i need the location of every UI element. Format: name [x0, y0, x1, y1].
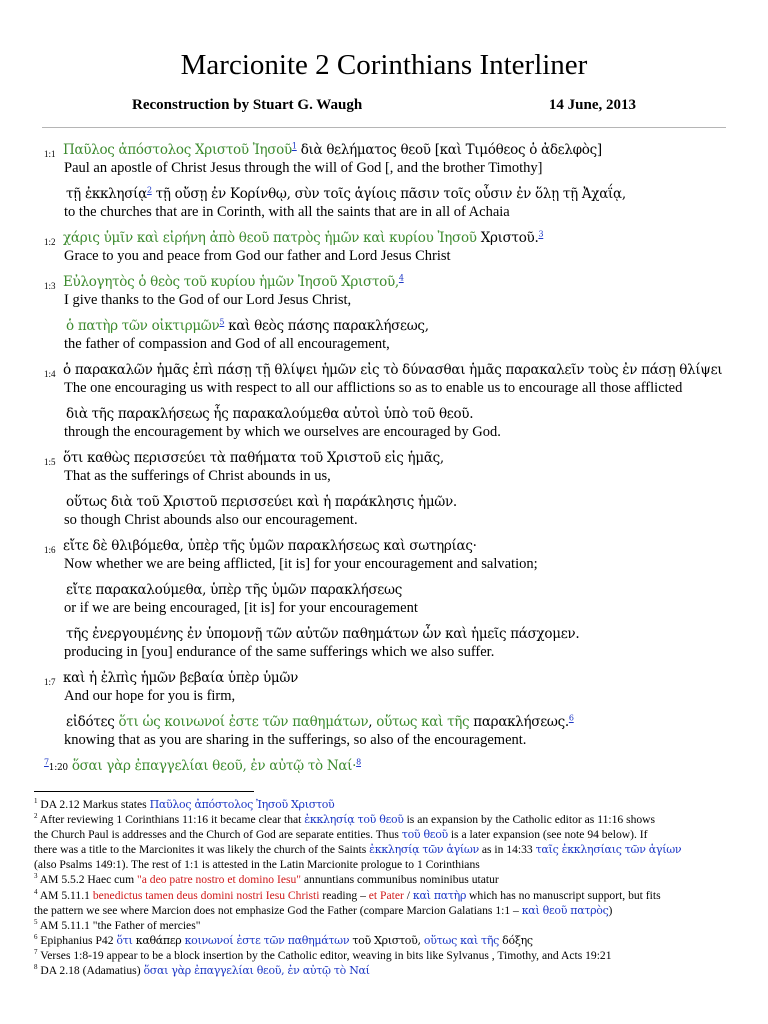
footnote-text: Verses 1:8-19 appear to be a block insertion by the Catholic editor, weaving in bits like Sylvanus , Timothy, and Acts 19:21 — [40, 948, 612, 962]
interlinear-pair — [0, 669, 768, 706]
greek-segment: ὅτι ὡς κοινωνοί ἐστε τῶν παθημάτων — [118, 714, 369, 730]
verse-block — [0, 669, 768, 750]
footnote-divider — [34, 791, 254, 792]
verse-block — [0, 141, 768, 222]
english-line: And our hope for you is firm, — [64, 688, 236, 704]
footnote-text: (also Psalms 149:1). The rest of 1:1 is attested in the Latin Marcionite prologue to 1 Corinthians — [34, 858, 480, 872]
interlinear-pair — [0, 581, 768, 618]
greek-text: οὕτως διὰ τοῦ Χριστοῦ περισσεύει καὶ ἡ παράκλησις ἡμῶν. — [66, 494, 457, 510]
greek-text-attested: χάρις ὑμῖν καὶ εἰρήνη ἀπὸ θεοῦ πατρὸς ἡμῶν καὶ κυρίου Ἰησοῦ — [63, 230, 477, 246]
greek-line — [63, 669, 768, 687]
greek-line — [63, 273, 768, 291]
footnote-text: οὕτως καὶ τῆς — [423, 933, 499, 947]
greek-text: καὶ θεὸς πάσης παρακλήσεως, — [224, 318, 429, 334]
footnote-text: κοινωνοί ἐστε τῶν παθημάτων — [184, 933, 350, 947]
greek-line — [66, 185, 768, 203]
footnote-number: 3 — [34, 872, 38, 881]
footnote-reference-link[interactable]: 6 — [568, 713, 574, 723]
footnote-text: / — [403, 888, 413, 902]
english-line: producing in [you] endurance of the same sufferings which we also suffer. — [64, 644, 495, 660]
greek-text: τῇ ἐκκλησίᾳ — [66, 186, 147, 202]
footnote-line — [34, 797, 734, 812]
greek-line — [66, 625, 768, 643]
footnote-text: there was a title to the Marcionites it was likely the church of the Saints — [34, 843, 370, 857]
verse-reference: 1:4 — [44, 369, 56, 379]
footnote-line — [34, 872, 734, 887]
footnote-text: After reviewing 1 Corinthians 11:16 it became clear that — [39, 813, 305, 827]
english-line: through the encouragement by which we ourselves are encouraged by God. — [64, 424, 501, 440]
greek-line — [63, 361, 768, 379]
interlinear-pair — [0, 713, 768, 750]
verse-reference: 1:1 — [44, 149, 56, 159]
footnote-number: 6 — [34, 932, 38, 941]
interlinear-pair — [0, 317, 768, 354]
greek-text: καὶ ἡ ἐλπὶς ἡμῶν βεβαία ὑπὲρ ὑμῶν — [63, 670, 298, 686]
footnote-text: δόξης — [498, 933, 533, 947]
interlinear-pair — [0, 185, 768, 222]
interlinear-pair — [0, 361, 768, 398]
footnote-line — [34, 918, 734, 933]
footnote-text: τοῦ θεοῦ — [401, 828, 448, 842]
english-line: the father of compassion and God of all encouragement, — [64, 336, 390, 352]
greek-line — [66, 317, 768, 335]
footnote-reference-link[interactable]: 2 — [146, 185, 152, 195]
footnote-text: et Pater — [368, 888, 404, 902]
interlinear-pair — [0, 405, 768, 442]
verse-block — [0, 273, 768, 354]
verse-block — [0, 449, 768, 530]
verse-reference: 1:6 — [44, 545, 56, 555]
english-line: Paul an apostle of Christ Jesus through the will of God [, and the brother Timothy] — [64, 160, 543, 176]
document-date: 14 June, 2013 — [548, 97, 636, 113]
footnote-line — [34, 827, 734, 842]
footnote-reference-link[interactable]: 1 — [291, 141, 297, 151]
verse-reference: 1:3 — [44, 281, 56, 291]
footnote-text: annuntians communibus nominibus utatur — [301, 873, 499, 887]
footnote-text: reading – — [319, 888, 369, 902]
verse-block — [0, 757, 768, 777]
footnote-number: 5 — [34, 917, 38, 926]
verse-reference: 1:20 — [48, 763, 68, 773]
footnote-text: is an expansion by the Catholic editor as 11:16 shows — [403, 813, 656, 827]
interlinear-pair — [0, 493, 768, 530]
footnote-reference-link[interactable]: 3 — [538, 229, 544, 239]
greek-segment: , — [368, 714, 377, 730]
footnote-text: AM 5.5.2 Haec cum — [39, 873, 137, 887]
greek-line — [44, 757, 768, 777]
footnote-text: DA 2.12 Markus states — [40, 798, 150, 811]
footnote-text: ὅσαι γὰρ ἐπαγγελίαι θεοῦ, ἐν αὐτῷ τὸ Ναί — [143, 964, 370, 978]
footnote-text: is a later expansion (see note 94 below). If — [447, 828, 648, 842]
greek-text: ὁ παρακαλῶν ἡμᾶς ἐπὶ πάσῃ τῇ θλίψει ἡμῶν εἰς τὸ δύνασθαι ἡμᾶς παρακαλεῖν τοὺς ἐν πάσῃ θλίψει — [63, 362, 723, 378]
greek-line — [66, 713, 768, 731]
greek-line — [63, 229, 768, 247]
greek-line — [63, 449, 768, 467]
footnote-line — [34, 812, 734, 827]
greek-text: τῆς ἐνεργουμένης ἐν ὑπομονῇ τῶν αὐτῶν παθημάτων ὧν καὶ ἡμεῖς πάσχομεν. — [66, 626, 580, 642]
footnote-text: καὶ θεοῦ πατρὸς — [521, 903, 609, 917]
english-line: Grace to you and peace from God our father and Lord Jesus Christ — [64, 248, 451, 264]
greek-text: ὅτι καθὼς περισσεύει τὰ παθήματα τοῦ Χριστοῦ εἰς ἡμᾶς, — [63, 450, 444, 466]
footnote-text: DA 2.18 (Adamatius) — [40, 964, 144, 978]
verse-block — [0, 537, 768, 662]
footnote-number: 1 — [34, 797, 38, 806]
english-line: That as the sufferings of Christ abounds in us, — [64, 468, 331, 484]
footnote-text: ὅτι — [116, 933, 133, 947]
footnote-text: τοῦ Χριστοῦ, — [349, 933, 424, 947]
interlinear-pair — [0, 537, 768, 574]
greek-segment: οὕτως καὶ τῆς — [376, 714, 470, 730]
footnote-text: AM 5.11.1 — [39, 888, 93, 902]
footnote-line — [34, 857, 734, 872]
footnote-text: "a deo patre nostro et domino Iesu" — [137, 873, 302, 887]
footnote-text: Epiphanius P42 — [40, 933, 117, 947]
interlinear-pair — [0, 229, 768, 266]
greek-text: τῇ οὔσῃ ἐν Κορίνθῳ, σὺν τοῖς ἁγίοις πᾶσιν τοῖς οὖσιν ἐν ὅλῃ τῇ Ἀχαΐᾳ, — [151, 186, 626, 202]
footnote-text: the pattern we see where Marcion does not emphasize God the Father (compare Marcion Galatians 1:1 – — [34, 903, 522, 917]
footnote-line — [34, 948, 734, 963]
footnote-reference-link[interactable]: 8 — [356, 757, 361, 767]
english-line: so though Christ abounds also our encouragement. — [64, 512, 358, 528]
english-line: knowing that as you are sharing in the sufferings, so also of the encouragement. — [64, 732, 527, 748]
greek-text-attested: Εὐλογητὸς ὁ θεὸς τοῦ κυρίου ἡμῶν Ἰησοῦ Χριστοῦ, — [63, 274, 399, 290]
verse-reference: 1:7 — [44, 677, 56, 687]
footnote-text: AM 5.11.1 "the Father of mercies" — [39, 918, 201, 932]
verse-reference: 1:5 — [44, 457, 56, 467]
footnote-text: ) — [608, 903, 613, 917]
verse-block — [0, 229, 768, 266]
greek-segment: παρακλήσεως. — [469, 714, 569, 730]
footnote-number: 4 — [34, 887, 38, 896]
footnote-reference-link[interactable]: 5 — [219, 317, 225, 327]
greek-text-attested: ὁ πατὴρ τῶν οἰκτιρμῶν — [66, 318, 220, 334]
greek-segment: εἰδότες — [66, 714, 119, 730]
byline-row — [132, 95, 636, 115]
english-line: The one encouraging us with respect to all our afflictions so as to enable us to encourage all those afflicted — [64, 380, 683, 396]
verse-block — [0, 361, 768, 442]
footnote-text: Παῦλος ἀπόστολος Ἰησοῦ Χριστοῦ — [149, 798, 335, 811]
verse-body — [0, 141, 768, 777]
greek-text: εἴτε παρακαλούμεθα, ὑπὲρ τῆς ὑμῶν παρακλήσεως — [66, 582, 402, 598]
greek-text: Χριστοῦ. — [476, 230, 539, 246]
verse-reference: 1:2 — [44, 237, 56, 247]
interlinear-pair — [0, 141, 768, 178]
footnote-text: ἐκκλησίᾳ τοῦ θεοῦ — [304, 813, 404, 827]
interlinear-pair — [0, 449, 768, 486]
footnote-text: the Church Paul is addresses and the Church of God are separate entities. Thus — [34, 828, 402, 842]
footnote-number: 7 — [34, 948, 38, 957]
greek-line — [63, 141, 768, 159]
page-title: Marcionite 2 Corinthians Interliner — [180, 49, 588, 81]
footnotes — [34, 797, 734, 978]
footnote-line — [34, 903, 734, 918]
footnote-text: benedictus tamen deus domini nostri Iesu Christi — [92, 888, 320, 902]
footnote-text: ταῖς ἐκκλησίαις τῶν ἁγίων — [535, 843, 682, 857]
greek-text: διὰ τῆς παρακλήσεως ἧς παρακαλούμεθα αὐτοὶ ὑπὸ τοῦ θεοῦ. — [66, 406, 474, 422]
greek-text-attested: ὅσαι γὰρ ἐπαγγελίαι θεοῦ, ἐν αὐτῷ τὸ Ναί· — [71, 758, 357, 774]
english-line: or if we are being encouraged, [it is] for your encouragement — [64, 600, 418, 616]
footnote-text: which has no manuscript support, but fits — [466, 888, 661, 902]
interlinear-pair — [0, 273, 768, 310]
footnote-number: 2 — [34, 812, 38, 821]
english-line: I give thanks to the God of our Lord Jesus Christ, — [64, 292, 352, 308]
footnote-line — [34, 842, 734, 857]
header-divider — [42, 127, 726, 128]
greek-line — [66, 581, 768, 599]
interlinear-pair — [0, 625, 768, 662]
footnote-line — [34, 888, 734, 903]
footnote-text: ἐκκλησίᾳ τῶν ἁγίων — [369, 843, 479, 857]
greek-line — [63, 537, 768, 555]
footnote-text: καθάπερ — [132, 933, 185, 947]
footnote-reference-link[interactable]: 7 — [44, 757, 49, 767]
footnote-text: as in 14:33 — [478, 843, 536, 857]
greek-text-attested: Παῦλος ἀπόστολος Χριστοῦ Ἰησοῦ — [63, 142, 292, 158]
greek-text: διὰ θελήματος θεοῦ [καὶ Τιμόθεος ὁ ἀδελφὸς] — [296, 142, 602, 158]
footnote-reference-link[interactable]: 4 — [398, 273, 404, 283]
byline: Reconstruction by Stuart G. Waugh — [132, 97, 363, 113]
english-line: to the churches that are in Corinth, with all the saints that are in all of Achaia — [64, 204, 510, 220]
footnote-number: 8 — [34, 963, 38, 972]
greek-line — [66, 493, 768, 511]
footnote-text: καὶ πατὴρ — [412, 888, 467, 902]
footnote-line — [34, 963, 734, 978]
greek-text: εἴτε δὲ θλιβόμεθα, ὑπὲρ τῆς ὑμῶν παρακλήσεως καὶ σωτηρίας· — [63, 538, 477, 554]
greek-line — [66, 405, 768, 423]
footnote-line — [34, 933, 734, 948]
english-line: Now whether we are being afflicted, [it is] for your encouragement and salvation; — [64, 556, 538, 572]
